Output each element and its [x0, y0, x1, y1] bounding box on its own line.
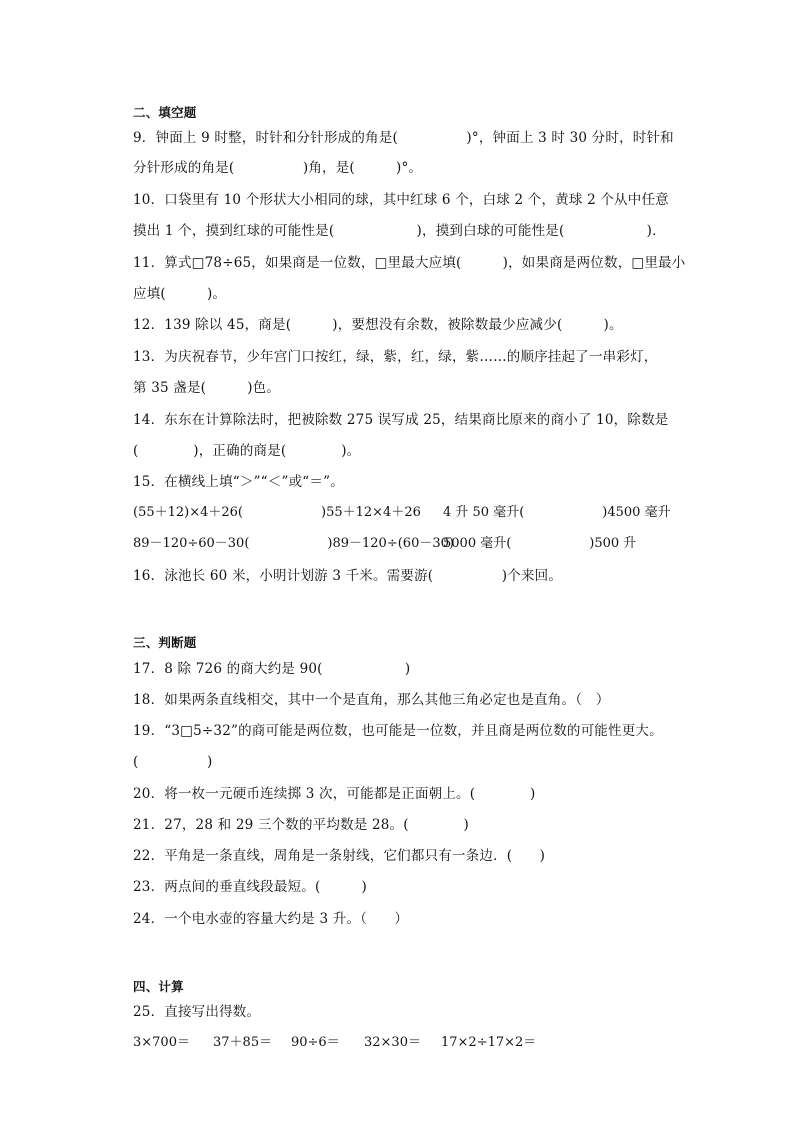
question-14-line-2: ( )，正确的商是( )。	[133, 443, 361, 459]
question-15-row2-right: 5000 毫升( )500 升	[443, 536, 637, 551]
question-10-line-1: 10．口袋里有 10 个形状大小相同的球，其中红球 6 个，白球 2 个，黄球 2 个从中任意	[133, 192, 669, 208]
question-21: 21．27，28 和 29 三个数的平均数是 28。( )	[133, 817, 469, 833]
calc-item-3: 90÷6＝	[291, 1035, 340, 1050]
section-calculation-title: 四、计算	[133, 979, 184, 994]
question-19-line-1: 19．“3□5÷32”的商可能是两位数，也可能是一位数，并且商是两位数的可能性更大。	[133, 723, 663, 739]
question-12: 12．139 除以 45，商是( )，要想没有余数，被除数最少应减少( )。	[133, 317, 623, 333]
section-judgement-title: 三、判断题	[133, 635, 197, 650]
question-17: 17．8 除 726 的商大约是 90( )	[133, 661, 411, 677]
question-24: 24．一个电水壶的容量大约是 3 升。（ ）	[133, 911, 409, 927]
question-13-line-1: 13．为庆祝春节，少年宫门口按红，绿，紫，红，绿，紫……的顺序挂起了一串彩灯，	[133, 349, 658, 365]
question-23: 23．两点间的垂直线段最短。( )	[133, 879, 368, 895]
question-9-line-1: 9．钟面上 9 时整，时针和分针形成的角是( )°，钟面上 3 时 30 分时，时针和	[133, 130, 674, 146]
calc-item-1: 3×700＝	[133, 1035, 190, 1050]
question-16: 16．泳池长 60 米，小明计划游 3 千米。需要游( )个来回。	[133, 568, 563, 584]
calc-item-5: 17×2÷17×2＝	[441, 1035, 537, 1050]
question-25: 25．直接写出得数。	[133, 1004, 261, 1020]
question-15-row1-left: (55＋12)×4＋26( )55＋12×4＋26	[133, 505, 421, 520]
question-9-line-2: 分针形成的角是( )角，是( )°。	[133, 160, 423, 176]
question-15-prompt: 15．在横线上填“＞”“＜”或“＝”。	[133, 474, 344, 490]
question-19-line-2: ( )	[133, 754, 213, 770]
question-15-row1-right: 4 升 50 毫升( )4500 毫升	[443, 505, 671, 520]
calc-item-4: 32×30＝	[364, 1035, 421, 1050]
calc-item-2: 37＋85＝	[213, 1035, 273, 1050]
question-18: 18．如果两条直线相交，其中一个是直角，那么其他三角必定也是直角。（ ）	[133, 692, 610, 708]
question-22: 22．平角是一条直线，周角是一条射线，它们都只有一条边．( )	[133, 848, 546, 864]
question-11-line-1: 11．算式□78÷65，如果商是一位数，□里最大应填( )，如果商是两位数，□里最小	[133, 255, 686, 271]
question-13-line-2: 第 35 盏是( )色。	[133, 380, 281, 396]
question-10-line-2: 摸出 1 个，摸到红球的可能性是( )，摸到白球的可能性是( )．	[133, 223, 666, 239]
question-11-line-2: 应填( )。	[133, 286, 227, 302]
question-14-line-1: 14．东东在计算除法时，把被除数 275 误写成 25，结果商比原来的商小了 10，除数是	[133, 412, 669, 428]
question-15-row2-left: 89－120÷60－30( )89－120÷(60－30)	[133, 536, 454, 551]
section-fill-blank-title: 二、填空题	[133, 105, 197, 120]
question-20: 20．将一枚一元硬币连续掷 3 次，可能都是正面朝上。( )	[133, 786, 536, 802]
